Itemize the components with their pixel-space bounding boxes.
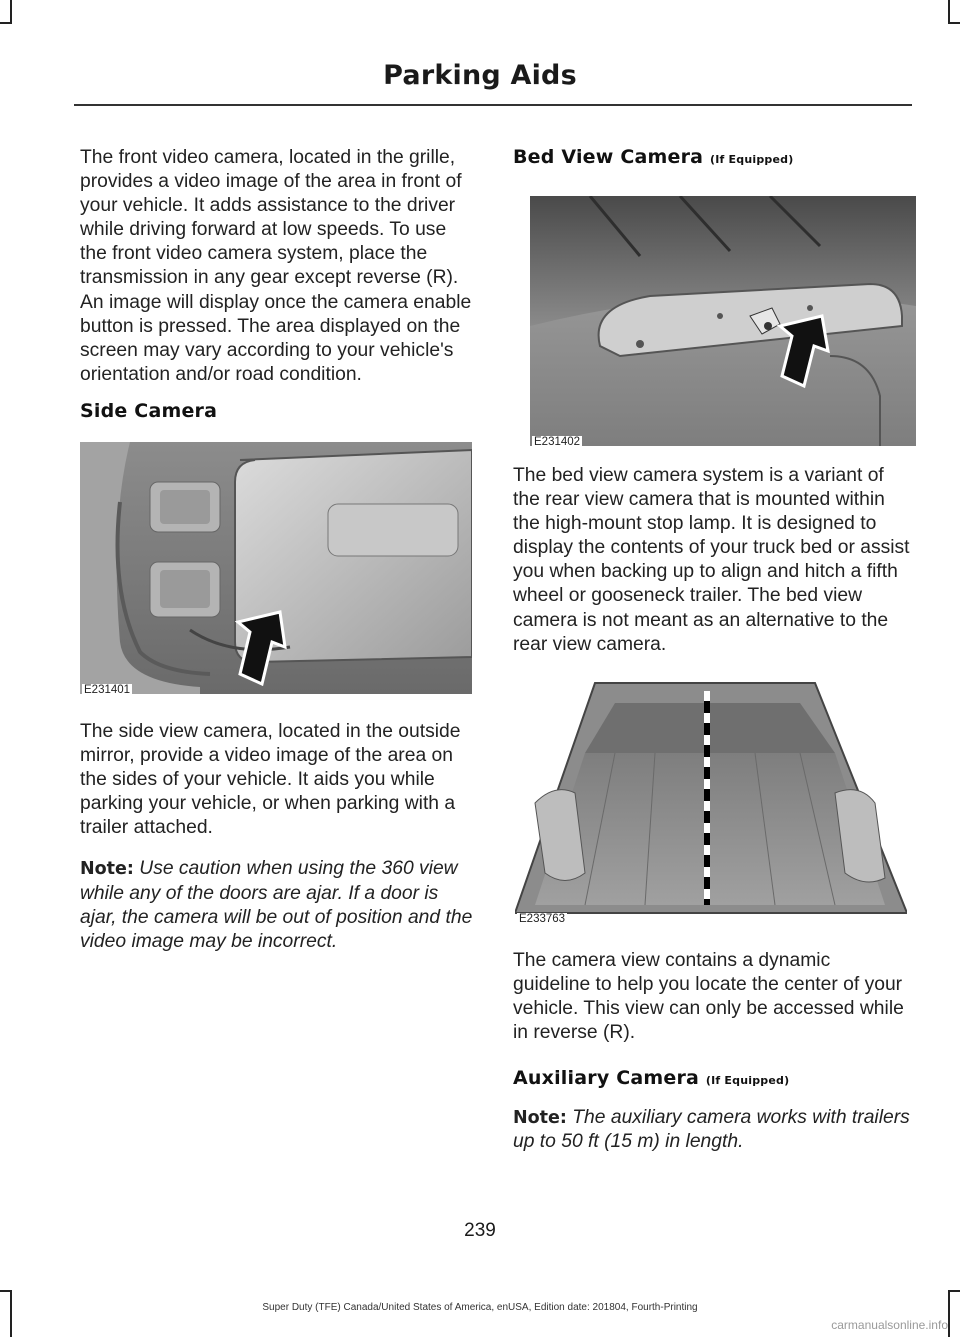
note-text: The auxiliary camera works with trailers up to 50 ft (15 m) in length.: [513, 1107, 910, 1153]
side-mirror-illustration: [80, 442, 472, 694]
bed-camera-figure: [530, 196, 916, 446]
header-divider: [74, 104, 912, 106]
bed-view-camera-heading: [513, 146, 911, 168]
page-number: 239: [464, 1220, 496, 1241]
page-title: Parking Aids: [383, 60, 577, 91]
auxiliary-camera-heading: [513, 1067, 911, 1089]
right-column: [513, 146, 911, 1154]
side-camera-figure: [80, 442, 472, 694]
guideline-paragraph: The camera view contains a dynamic guideline to help you locate the center of your vehicle. This view can only be accessed while in reverse (R).: [513, 949, 904, 1044]
side-camera-heading: Side Camera: [80, 400, 218, 422]
if-equipped-label: (If Equipped): [705, 1074, 790, 1088]
crop-mark: [948, 1290, 960, 1292]
auxiliary-camera-note: [513, 1106, 911, 1154]
heading-text: Bed View Camera: [513, 146, 704, 168]
watermark: carmanualsonline.info: [831, 1318, 948, 1332]
crop-mark: [0, 1290, 12, 1292]
figure-id: E231401: [84, 684, 131, 696]
left-column: [80, 146, 478, 954]
footer-edition: Super Duty (TFE) Canada/United States of America, enUSA, Edition date: 201804, Fourth-Printing: [262, 1302, 698, 1313]
truck-bed-illustration: [515, 673, 907, 923]
heading-text: Auxiliary Camera: [513, 1067, 700, 1090]
truck-bed-figure: [515, 673, 907, 923]
crop-mark: [948, 1290, 950, 1337]
if-equipped-label: (If Equipped): [710, 153, 794, 166]
figure-id: E231402: [534, 436, 581, 448]
crop-mark: [10, 1290, 12, 1337]
bed-camera-illustration: [530, 196, 916, 446]
side-camera-paragraph: The side view camera, located in the outside mirror, provide a video image of the area on the sides of your vehicle. It aids you while parking your vehicle, or when parking with a trailer attached.: [80, 721, 461, 839]
crop-mark: [10, 0, 12, 22]
note-text: Use caution when using the 360 view while any of the doors are ajar. If a door is ajar, the camera will be out of position and the video image may be incorrect.: [80, 858, 473, 952]
note-label: Note:: [513, 1108, 567, 1129]
crop-mark: [948, 22, 960, 24]
front-camera-paragraph: The front video camera, located in the grille, provides a video image of the area in front of your vehicle. It adds assistance to the driver while driving forward at low speeds. To use the front video camera system, place the transmission in any gear except reverse (R). An image will display once the camera enable button is pressed. The area displayed on the screen may vary according to your vehicle's orientation and/or road condition.: [80, 147, 472, 385]
figure-id: E233763: [519, 912, 566, 925]
note-label: Note:: [80, 859, 134, 880]
side-camera-note: [80, 857, 478, 953]
crop-mark: [0, 22, 12, 24]
crop-mark: [948, 0, 950, 22]
bed-camera-paragraph: The bed view camera system is a variant of the rear view camera that is mounted within the high-mount stop lamp. It is designed to display the contents of your truck bed or assist you when backing up to align and hitch a fifth wheel or gooseneck trailer. The bed view camera is not meant as an alternative to the rear view camera.: [513, 465, 910, 655]
